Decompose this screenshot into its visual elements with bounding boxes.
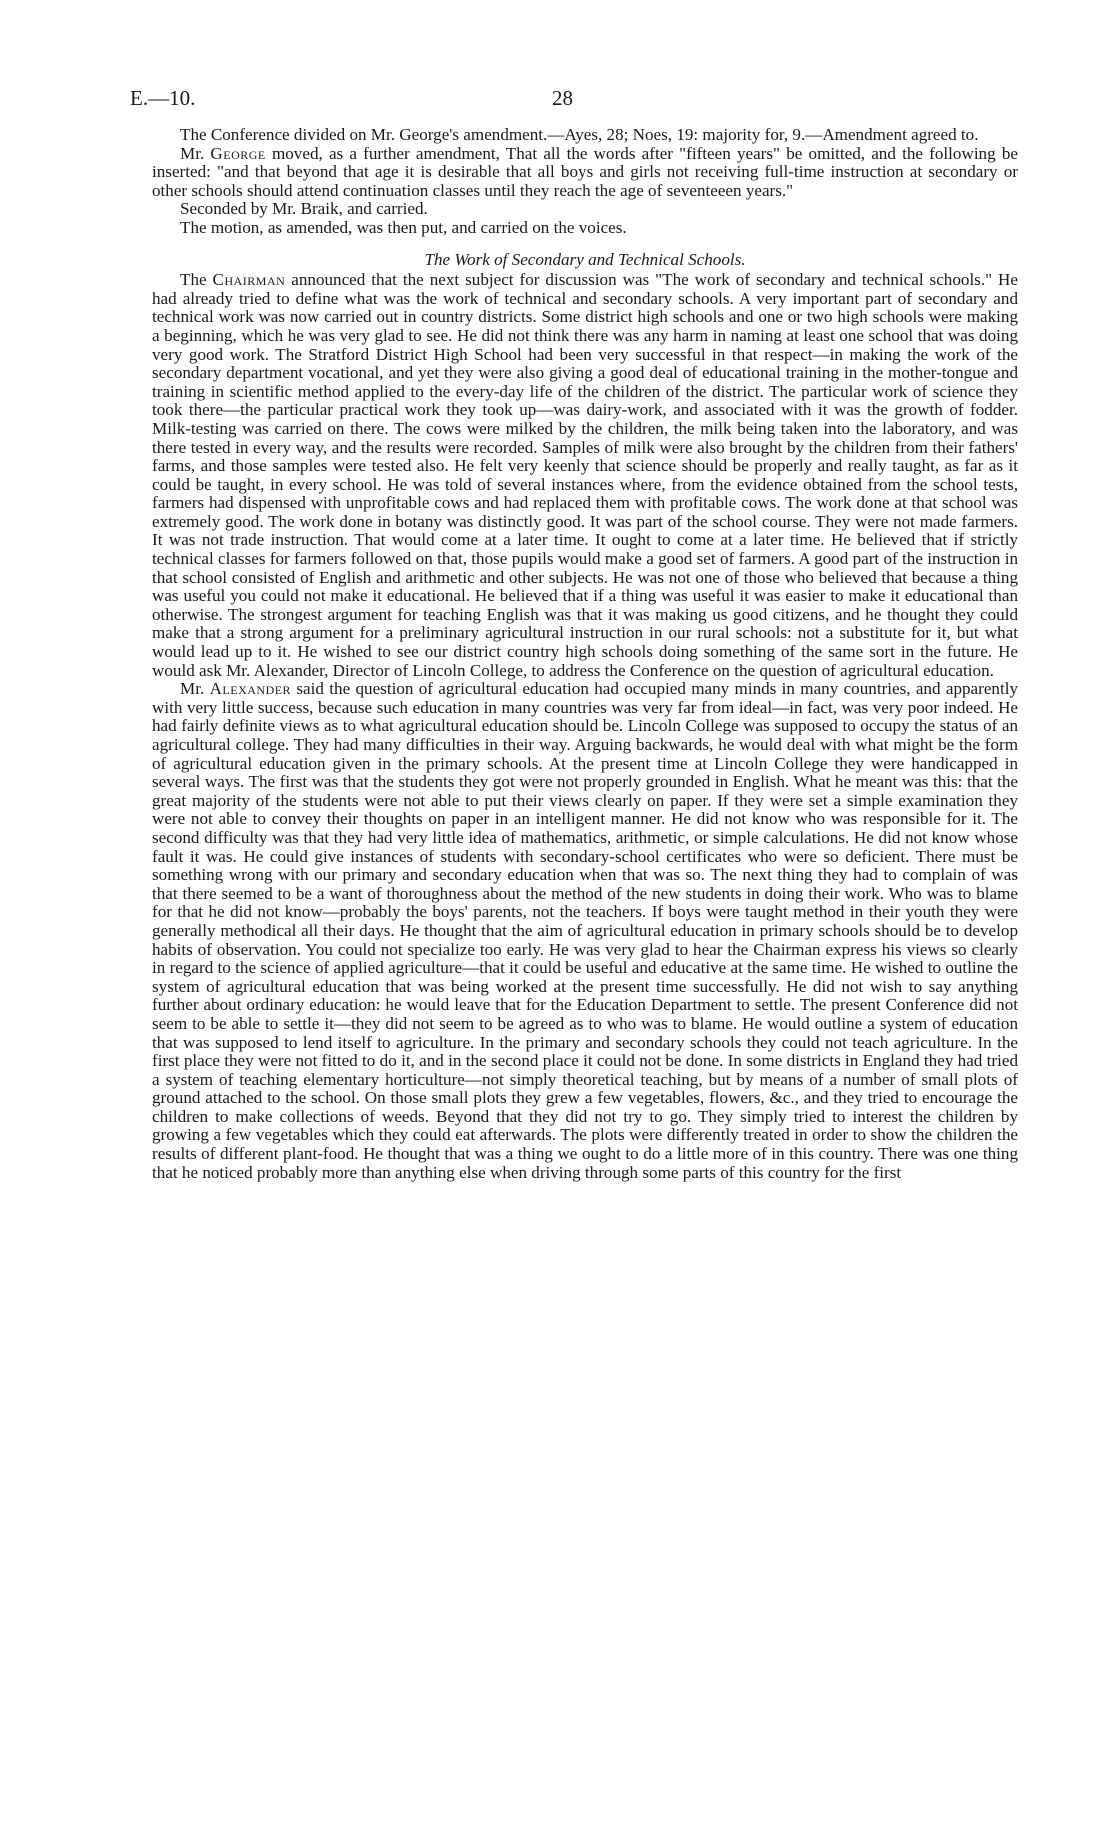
paragraph: The Conference divided on Mr. George's amendment.—Ayes, 28; Noes, 19: majority for, 9.—Amendment agreed to. bbox=[180, 125, 979, 144]
document-page bbox=[130, 86, 1018, 1182]
document-reference: E.—10. bbox=[130, 86, 196, 110]
paragraph: Mr. George moved, as a further amendment, That all the words after "fifteen years" be omitted, and the following be inserted: "and that beyond that age it is desirable that all boys and girls not receiving full-time instruction at secondary or other schools should attend continuation classes until they reach the age of seventeeen years." bbox=[152, 143, 1018, 200]
speaker-name: Chairman bbox=[212, 270, 286, 290]
page-number: 28 bbox=[552, 86, 573, 110]
section-body bbox=[152, 271, 1018, 1182]
paragraph: Seconded by Mr. Braik, and carried. bbox=[180, 199, 428, 219]
speaker-name: Alexander bbox=[209, 679, 292, 699]
opening-paragraphs bbox=[152, 126, 1018, 238]
speaker-name: George bbox=[210, 143, 266, 163]
paragraph: The Chairman announced that the next subject for discussion was "The work of secondary and technical schools." He had already tried to define what was the work of technical and secondary schools. A very important part of secondary and technical work was now carried out in country districts. Some district high schools and one or two high schools were making a beginning, which he was very glad to see. He did not think there was any harm in naming at least one school that was doing very good work. The Stratford District High School had been very successful in that respect—in making the work of the secondary department vocational, and yet they were also giving a good deal of educational training in the mother-tongue and training in scientific method applied to the every-day life of the children of the district. The particular work of science they took there—the particular practical work they took up—was dairy-work, and associated with it was the growth of fodder. Milk-testing was carried on there. The cows were milked by the children, the milk being taken into the laboratory, and was there tested in every way, and the results were recorded. Samples of milk were also brought by the children from their fathers' farms, and those samples were tested also. He felt very keenly that science should be properly and really taught, as far as it could be taught, in every school. He was told of several instances where, from the evidence obtained from the school tests, farmers had dispensed with unprofitable cows and had replaced them with profitable cows. The work done at that school was extremely good. The work done in botany was distinctly good. It was part of the school course. They were not made farmers. It was not trade instruction. That would come at a later time. It ought to come at a later time. He believed that if strictly technical classes for farmers followed on that, those pupils would make a good set of farmers. A good part of the instruction in that school consisted of English and arithmetic and other subjects. He was not one of those who believed that because a thing was useful you could not make it educational. He believed that if a thing was useful it was easier to make it educational than otherwise. The strongest argument for teaching English was that it was making us good citizens, and he thought they could make that a strong argument for a preliminary agricultural instruction in our rural schools: not a substitute for it, but what would lead up to it. He wished to see our district country high schools doing something of the same sort in the future. He would ask Mr. Alexander, Director of Lincoln College, to address the Conference on the question of agricultural education. bbox=[152, 270, 1018, 680]
section-heading: The Work of Secondary and Technical Schools. bbox=[424, 249, 746, 269]
page-header bbox=[130, 86, 1018, 126]
paragraph: Mr. Alexander said the question of agricultural education had occupied many minds in many countries, and apparently with very little success, because such education in many countries was very far from ideal—in fact, was very poor indeed. He had fairly definite views as to what agricultural education should be. Lincoln College was supposed to occupy the status of an agricultural college. They had many difficulties in their way. Arguing backwards, he would deal with what might be the form of agricultural education given in the primary schools. At the present time at Lincoln College they were handicapped in several ways. The first was that the students they got were not properly grounded in English. What he meant was this: that the great majority of the students were not able to put their views clearly on paper. If they were set a simple examination they were not able to convey their thoughts on paper in an intelligent manner. He did not know who was responsible for it. The second difficulty was that they had very little idea of mathematics, arithmetic, or simple calculations. He did not know whose fault it was. He could give instances of students with secondary-school certificates who were so deficient. There must be something wrong with our primary and secondary education when that was so. The next thing they had to complain of was that there seemed to be a want of thoroughness about the method of the new students in doing their work. Who was to blame for that he did not know—probably the boys' parents, not the teachers. If boys were taught method in their youth they were generally methodical all their days. He thought that the aim of agricultural education in primary schools should be to develop habits of observation. You could not specialize too early. He was very glad to hear the Chairman express his views so clearly in regard to the science of applied agriculture—that it could be useful and educative at the same time. He wished to outline the system of agricultural education that was being worked at the present time successfully. He did not wish to say anything further about ordinary education: he would leave that for the Education Department to settle. The present Conference did not seem to be able to settle it—they did not seem to be agreed as to who was to blame. He would outline a system of education that was supposed to lend itself to agriculture. In the primary and secondary schools they could not teach agriculture. In the first place they were not fitted to do it, and in the second place it could not be done. In some districts in England they had tried a system of teaching elementary horticulture—not simply theoretical teaching, but by means of a number of small plots of ground attached to the school. On those small plots they grew a few vegetables, flowers, &c., and they tried to encourage the children to make collections of weeds. Beyond that they did not try to go. They simply tried to interest the children by growing a few vegetables which they could eat afterwards. The plots were differently treated in order to show the children the results of different plant-food. He thought that was a thing we ought to do a little more of in this country. There was one thing that he noticed probably more than anything else when driving through some parts of this country for the first bbox=[152, 679, 1018, 1182]
paragraph: The motion, as amended, was then put, and carried on the voices. bbox=[180, 217, 627, 237]
